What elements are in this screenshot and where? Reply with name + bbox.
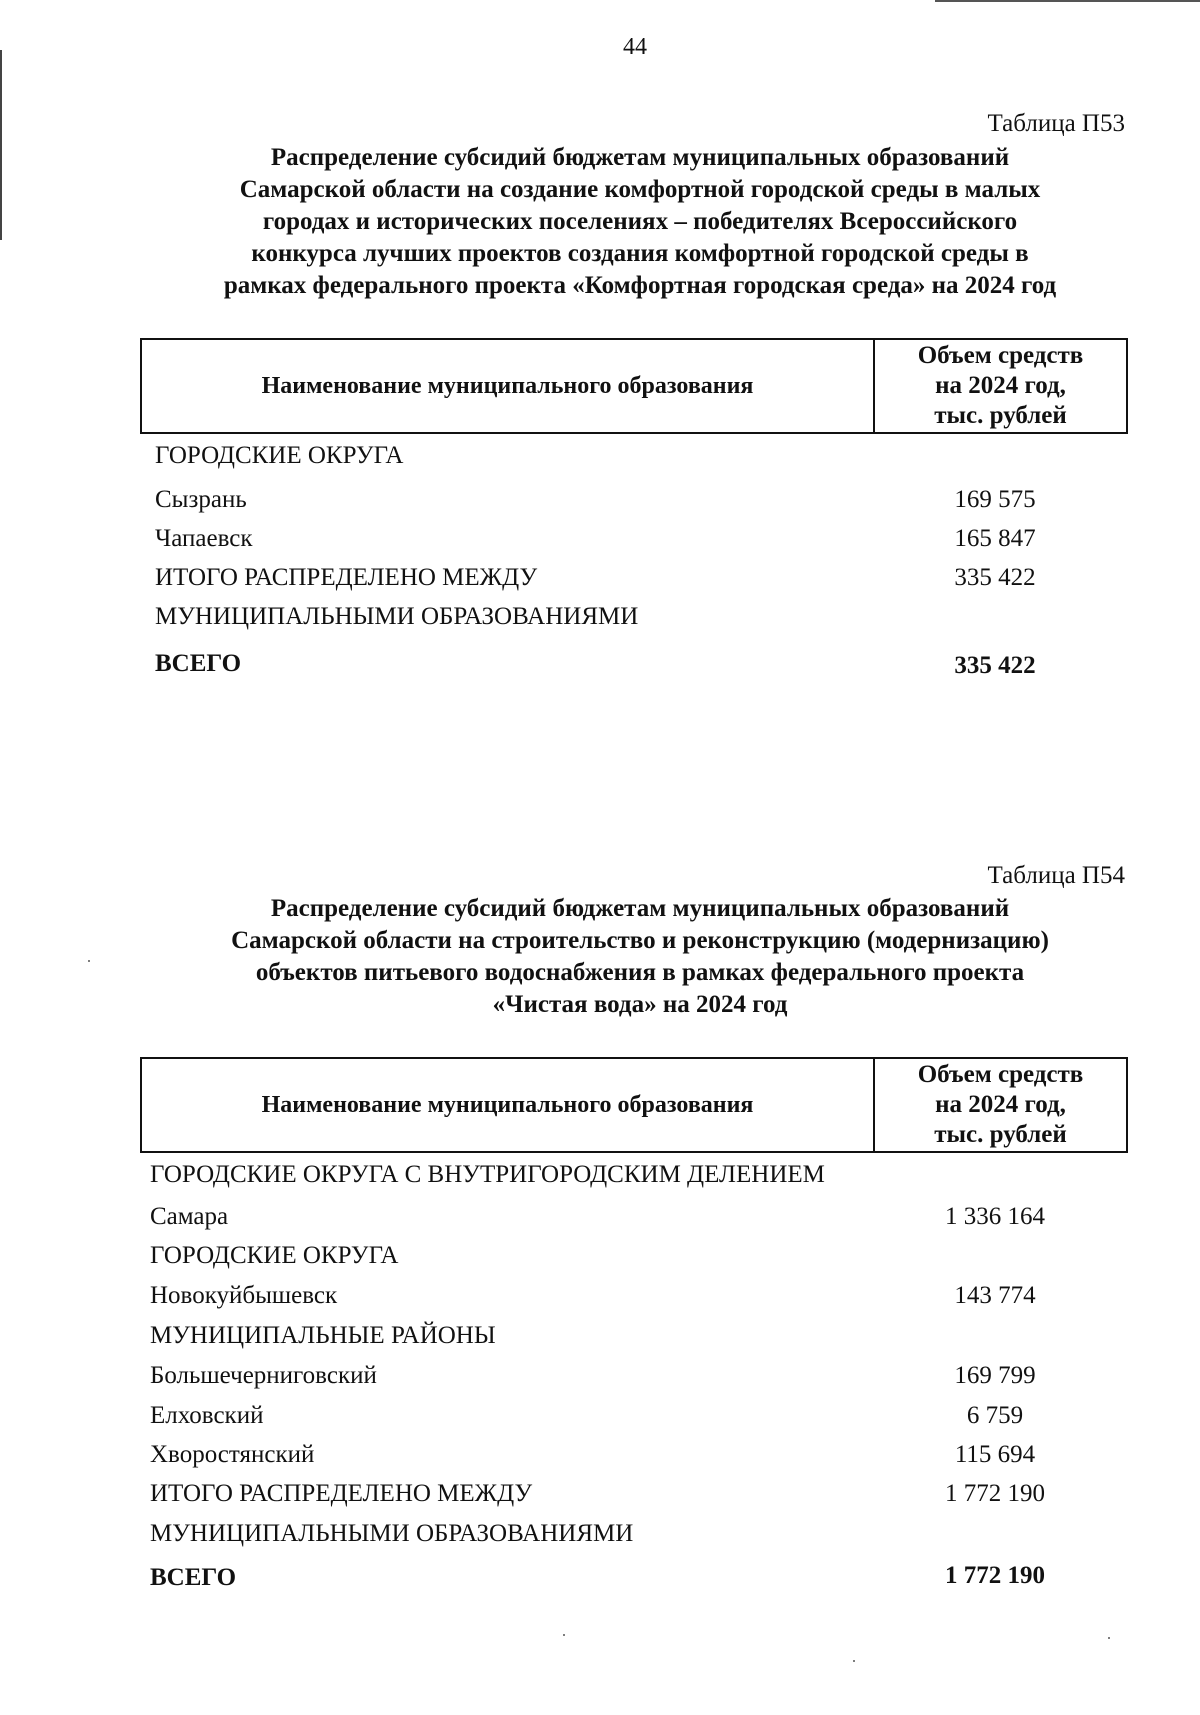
table-title-line: рамках федерального проекта «Комфортная городская среда» на 2024 год: [223, 272, 1057, 299]
total-value: 1 772 190: [945, 1562, 1045, 1589]
table-label: Таблица П54: [987, 862, 1125, 889]
row-name: Чапаевск: [155, 525, 253, 552]
group-heading: МУНИЦИПАЛЬНЫЕ РАЙОНЫ: [150, 1322, 496, 1349]
scan-speck: [1108, 1637, 1110, 1639]
page-number: 44: [623, 34, 647, 60]
column-header-amount: [875, 1059, 1126, 1151]
table-header: [140, 338, 1128, 434]
row-name: ИТОГО РАСПРЕДЕЛЕНО МЕЖДУ: [155, 564, 538, 591]
row-value: 169 799: [954, 1362, 1036, 1389]
table-title-line: «Чистая вода» на 2024 год: [492, 991, 788, 1018]
total-label: ВСЕГО: [150, 1564, 237, 1591]
column-header-amount-line: Объем средств: [917, 342, 1084, 369]
total-label: ВСЕГО: [155, 650, 242, 677]
table-title-line: конкурса лучших проектов создания комфортной городской среды в: [251, 240, 1029, 267]
table-label: Таблица П53: [987, 110, 1125, 137]
table-title-line: Самарской области на строительство и реконструкцию (модернизацию): [231, 927, 1049, 954]
table-title-line: объектов питьевого водоснабжения в рамках федерального проекта: [255, 959, 1025, 986]
table-title-line: Самарской области на создание комфортной городской среды в малых: [239, 176, 1041, 203]
table-title-line: городах и исторических поселениях – победителях Всероссийского: [262, 208, 1018, 235]
group-heading: ГОРОДСКИЕ ОКРУГА: [150, 1242, 399, 1269]
scan-speck: [563, 1634, 565, 1636]
row-name: Сызрань: [155, 486, 247, 513]
group-heading: ГОРОДСКИЕ ОКРУГА: [155, 442, 404, 469]
column-header-amount-line: тыс. рублей: [934, 1121, 1067, 1148]
column-header-name: Наименование муниципального образования: [142, 340, 875, 432]
row-name: Хворостянский: [150, 1441, 315, 1468]
row-value: 143 774: [954, 1282, 1036, 1309]
row-value: 6 759: [966, 1402, 1024, 1429]
row-value: 1 336 164: [945, 1203, 1045, 1230]
column-header-amount-line: тыс. рублей: [934, 402, 1067, 429]
row-name: ИТОГО РАСПРЕДЕЛЕНО МЕЖДУ: [150, 1480, 533, 1507]
row-value: 335 422: [954, 564, 1036, 591]
column-header-amount-line: на 2024 год,: [935, 1091, 1066, 1118]
row-name: МУНИЦИПАЛЬНЫМИ ОБРАЗОВАНИЯМИ: [155, 603, 639, 630]
row-name: МУНИЦИПАЛЬНЫМИ ОБРАЗОВАНИЯМИ: [150, 1520, 634, 1547]
total-value: 335 422: [954, 652, 1036, 679]
row-value: 165 847: [954, 525, 1036, 552]
row-name: Новокуйбышевск: [150, 1282, 338, 1309]
row-value: 1 772 190: [945, 1480, 1045, 1507]
group-heading: ГОРОДСКИЕ ОКРУГА С ВНУТРИГОРОДСКИМ ДЕЛЕНИЕМ: [150, 1161, 825, 1188]
scan-speck: [853, 1660, 855, 1662]
table-title-line: Распределение субсидий бюджетам муниципальных образований: [270, 895, 1010, 922]
row-name: Елховский: [150, 1402, 264, 1429]
table-title-line: Распределение субсидий бюджетам муниципальных образований: [270, 144, 1010, 171]
column-header-amount-line: на 2024 год,: [935, 372, 1066, 399]
scan-speck: [88, 960, 90, 962]
table-header: [140, 1057, 1128, 1153]
row-name: Самара: [150, 1203, 229, 1230]
column-header-amount: [875, 340, 1126, 432]
column-header-amount-line: Объем средств: [917, 1061, 1084, 1088]
scan-edge-left: [0, 50, 2, 240]
row-name: Большечерниговский: [150, 1362, 377, 1389]
column-header-name: Наименование муниципального образования: [142, 1059, 875, 1151]
scan-edge-top: [935, 0, 1200, 2]
row-value: 169 575: [954, 486, 1036, 513]
row-value: 115 694: [954, 1441, 1036, 1468]
